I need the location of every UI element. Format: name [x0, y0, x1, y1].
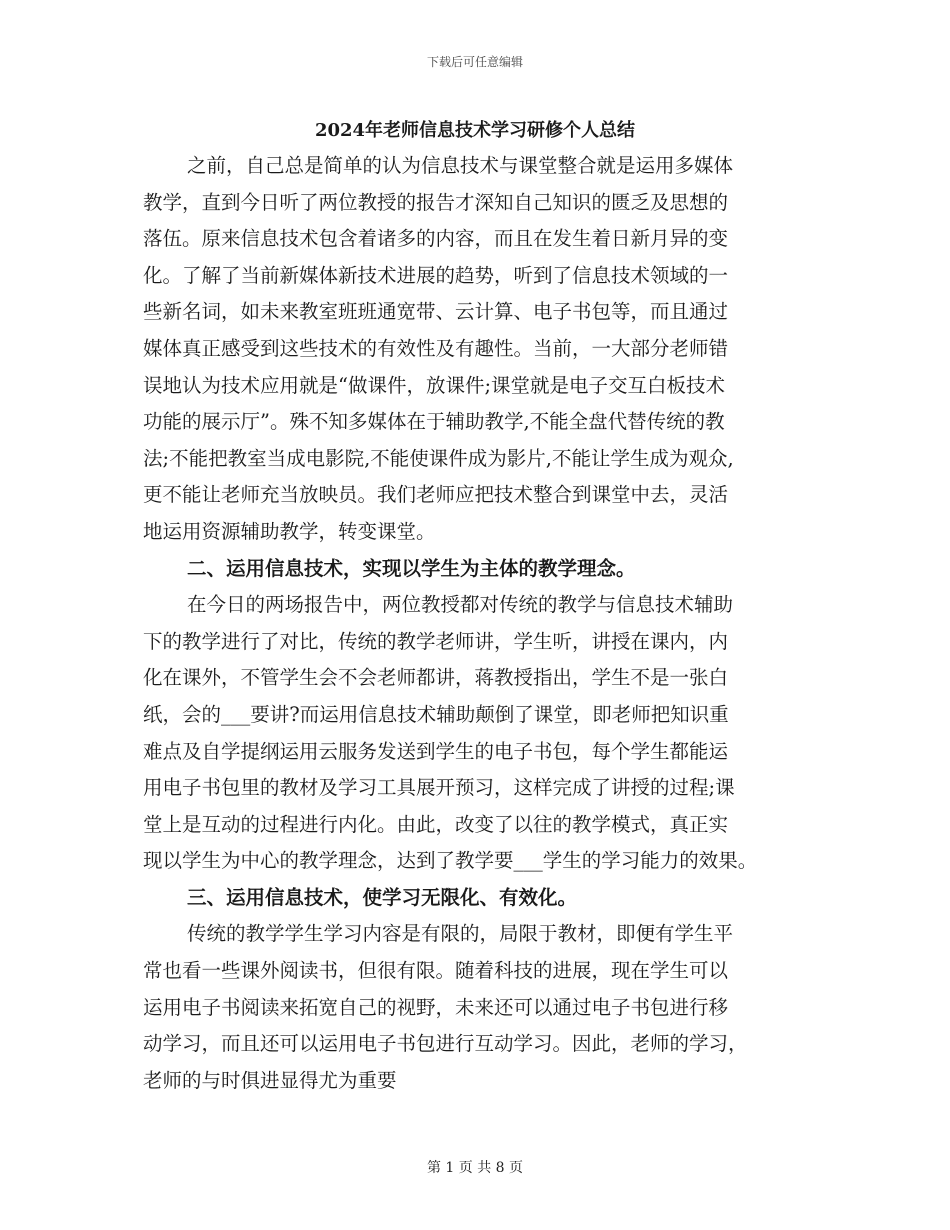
- paragraph-line: 常也看一些课外阅读书，但很有限。随着科技的进展，现在学生可以: [143, 959, 729, 983]
- paragraph-line: 之前，自己总是简单的认为信息技术与课堂整合就是运用多媒体: [187, 154, 734, 177]
- paragraph-line: 更不能让老师充当放映员。我们老师应把技术整合到课堂中去，灵活: [143, 483, 729, 507]
- document-body: [143, 148, 823, 1099]
- paragraph-line: 地运用资源辅助教学，转变课堂。: [143, 519, 436, 543]
- page-header-note: 下载后可任意编辑: [426, 55, 523, 69]
- paragraph-line: 化。了解了当前新媒体新技术进展的趋势，听到了信息技术领域的一: [143, 263, 729, 287]
- paragraph-line: 功能的展示厅”。殊不知多媒体在于辅助教学,不能全盘代替传统的教: [143, 410, 725, 434]
- paragraph-line: 些新名词，如未来教室班班通宽带、云计算、电子书包等，而且通过: [143, 300, 729, 324]
- page-footer: 第 1 页 共 8 页: [426, 1160, 524, 1176]
- paragraph-line: 难点及自学提纲运用云服务发送到学生的电子书包，每个学生都能运: [143, 739, 729, 763]
- document-title: 2024年老师信息技术学习研修个人总结: [314, 120, 636, 141]
- paragraph-line: 动学习，而且还可以运用电子书包进行互动学习。因此，老师的学习，: [143, 1032, 748, 1056]
- paragraph-line: 下的教学进行了对比，传统的教学老师讲，学生听，讲授在课内，内: [143, 629, 729, 653]
- section-heading: 二、运用信息技术，实现以学生为主体的教学理念。: [187, 556, 636, 580]
- paragraph-line: 现以学生为中心的教学理念，达到了教学要___学生的学习能力的效果。: [143, 849, 758, 873]
- paragraph-line: 媒体真正感受到这些技术的有效性及有趣性。当前，一大部分老师错: [143, 336, 729, 360]
- paragraph-line: 化在课外，不管学生会不会老师都讲，蒋教授指出，学生不是一张白: [143, 666, 729, 690]
- paragraph-line: 用电子书包里的教材及学习工具展开预习，这样完成了讲授的过程;课: [143, 776, 735, 800]
- paragraph-line: 纸，会的___要讲?而运用信息技术辅助颠倒了课堂，即老师把知识重: [143, 702, 729, 726]
- section-heading: 三、运用信息技术，使学习无限化、有效化。: [187, 885, 578, 909]
- paragraph-line: 老师的与时俱进显得尤为重要: [143, 1068, 397, 1092]
- paragraph-line: 堂上是互动的过程进行内化。由此，改变了以往的教学模式，真正实: [143, 812, 729, 836]
- paragraph-line: 传统的教学学生学习内容是有限的，局限于教材，即便有学生平: [187, 922, 734, 946]
- paragraph-line: 误地认为技术应用就是“做课件，放课件;课堂就是电子交互白板技术: [143, 373, 726, 397]
- paragraph-line: 运用电子书阅读来拓宽自己的视野，未来还可以通过电子书包进行移: [143, 995, 729, 1019]
- paragraph-line: 法;不能把教室当成电影院,不能使课件成为影片,不能让学生成为观众,: [143, 446, 734, 470]
- paragraph-line: 在今日的两场报告中，两位教授都对传统的教学与信息技术辅助: [187, 593, 734, 617]
- paragraph-line: 落伍。原来信息技术包含着诸多的内容，而且在发生着日新月异的变: [143, 227, 729, 251]
- paragraph-line: 教学，直到今日听了两位教授的报告才深知自己知识的匮乏及思想的: [143, 190, 729, 214]
